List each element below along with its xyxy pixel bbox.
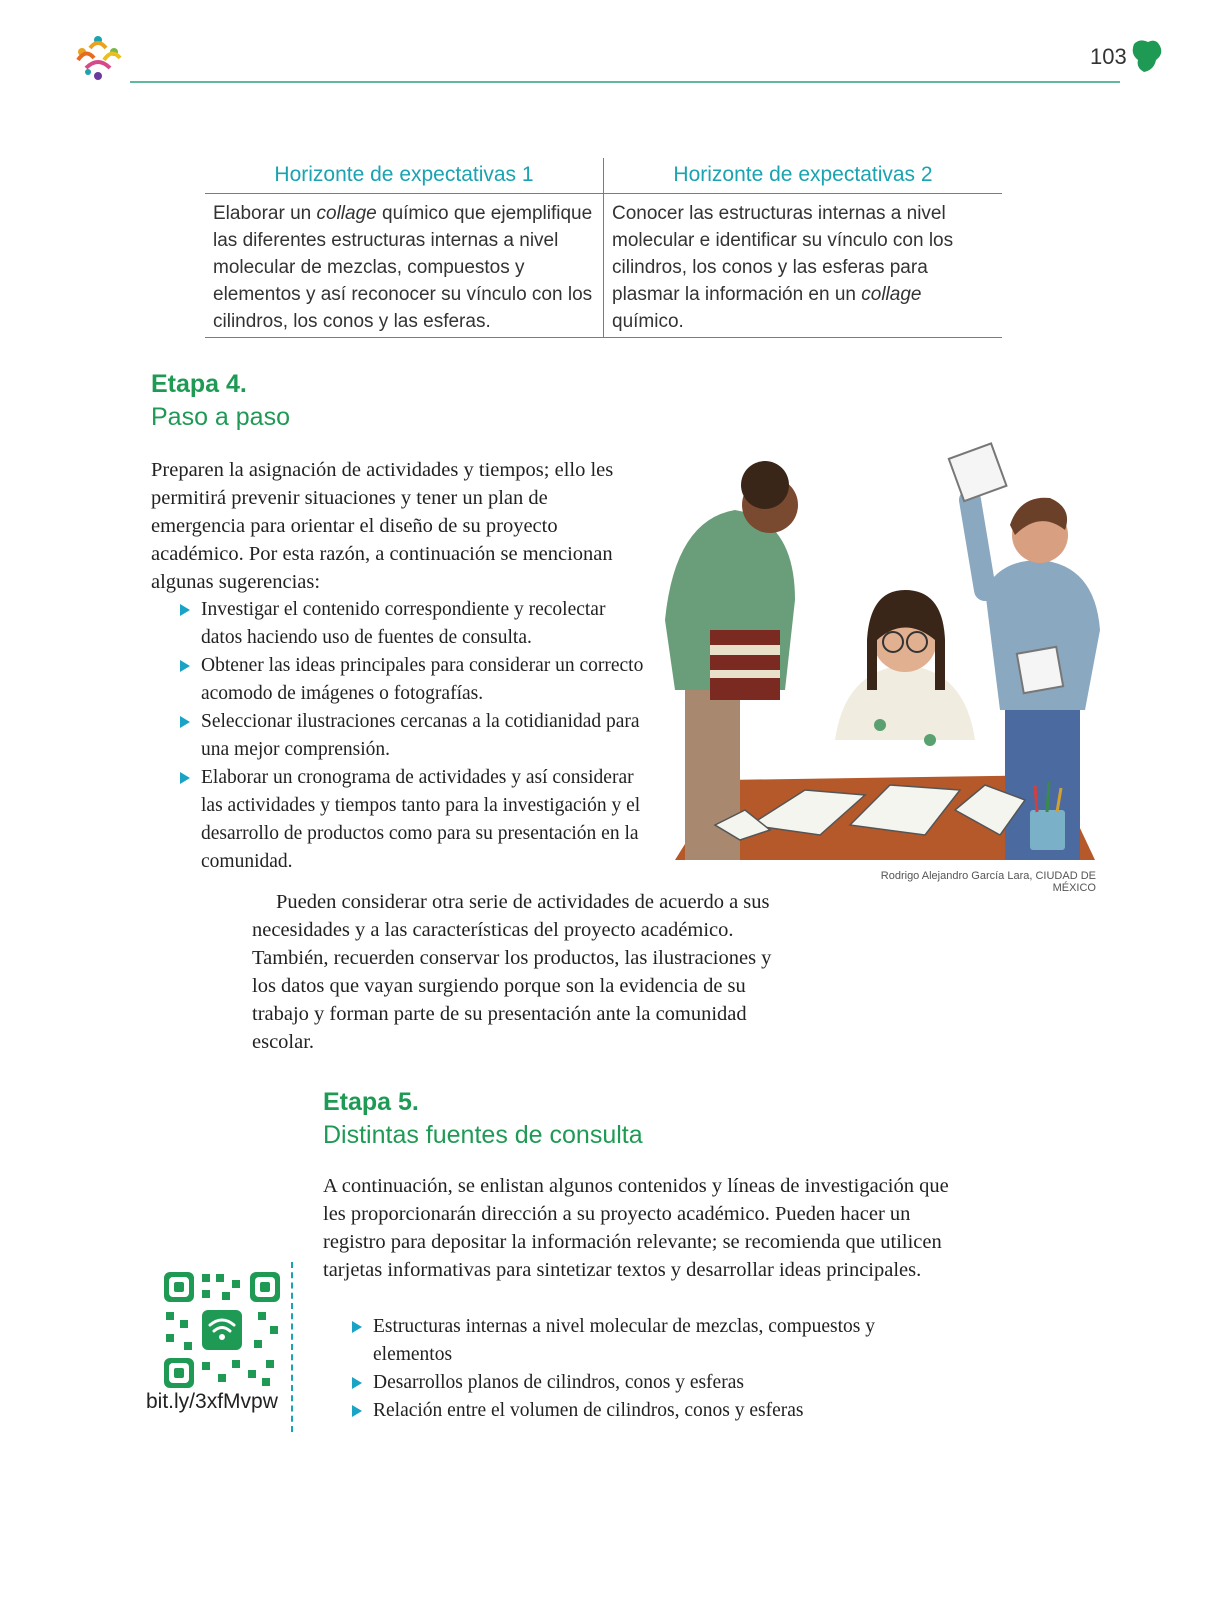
table-cell-2: Conocer las estructuras internas a nivel molecular e identificar su vínculo con los cilindros, los conos y las esferas para plasmar la información en un collage químico. [604, 194, 1003, 338]
expectations-table [205, 158, 1002, 338]
etapa5-title: Etapa 5. [323, 1088, 419, 1116]
table-header-1: Horizonte de expectativas 1 [205, 158, 604, 194]
colorful-people-logo-icon [72, 34, 124, 82]
table-cell-1: Elaborar un collage químico que ejemplifique las diferentes estructuras internas a nivel molecular de mezclas, compuestos y elementos y así reconocer su vínculo con los cilindros, los conos y las esferas. [205, 194, 604, 338]
etapa5-intro: A continuación, se enlistan algunos contenidos y líneas de investigación que les proporcionarán dirección a su proyecto académico. Pueden hacer un registro para depositar la información relevante; se recomienda que utilicen tarjetas informativas para sintetizar textos y desarrollar ideas principales. [323, 1175, 949, 1281]
list-item: Investigar el contenido correspondiente y recolectar datos haciendo uso de fuentes de consulta. [176, 596, 646, 652]
list-item: Relación entre el volumen de cilindros, conos y esferas [348, 1397, 908, 1425]
qr-code-icon[interactable] [162, 1270, 282, 1390]
etapa4-bullets [176, 596, 646, 876]
etapa5-subtitle: Distintas fuentes de consulta [323, 1121, 643, 1149]
etapa5-bullets [348, 1313, 908, 1425]
etapa4-subtitle: Paso a paso [151, 403, 290, 431]
qr-divider [291, 1262, 293, 1432]
qr-link[interactable]: bit.ly/3xfMvpw [146, 1390, 278, 1413]
etapa4-title: Etapa 4. [151, 370, 247, 398]
etapa4-intro: Preparen la asignación de actividades y tiempos; ello les permitirá prevenir situaciones y tener un plan de emergencia para orientar el diseño de su proyecto académico. Por esta razón, a continuación se mencionan algunas sugerencias: [151, 459, 614, 593]
table-header-2: Horizonte de expectativas 2 [604, 158, 1003, 194]
list-item: Obtener las ideas principales para considerar un correcto acomodo de imágenes o fotografías. [176, 652, 646, 708]
header-rule [130, 81, 1120, 83]
list-item: Estructuras internas a nivel molecular de mezclas, compuestos y elementos [348, 1313, 908, 1369]
illustration-credit: Rodrigo Alejandro García Lara, CIUDAD DE MÉXICO [880, 870, 1096, 894]
green-leaf-icon [1130, 38, 1164, 74]
list-item: Seleccionar ilustraciones cercanas a la cotidianidad para una mejor comprensión. [176, 708, 646, 764]
page-number: 103 [1090, 44, 1127, 69]
etapa4-outro: Pueden considerar otra serie de actividades de acuerdo a sus necesidades y a las características del proyecto académico. También, recuerden conservar los productos, las ilustraciones y los datos que vayan surgiendo porque son la evidencia de su trabajo y forman parte de su presentación ante la comunidad escolar. [252, 891, 772, 1053]
students-illustration [655, 440, 1105, 870]
list-item: Elaborar un cronograma de actividades y así considerar las actividades y tiempos tanto para la investigación y el desarrollo de productos como para su presentación en la comunidad. [176, 764, 646, 876]
list-item: Desarrollos planos de cilindros, conos y esferas [348, 1369, 908, 1397]
